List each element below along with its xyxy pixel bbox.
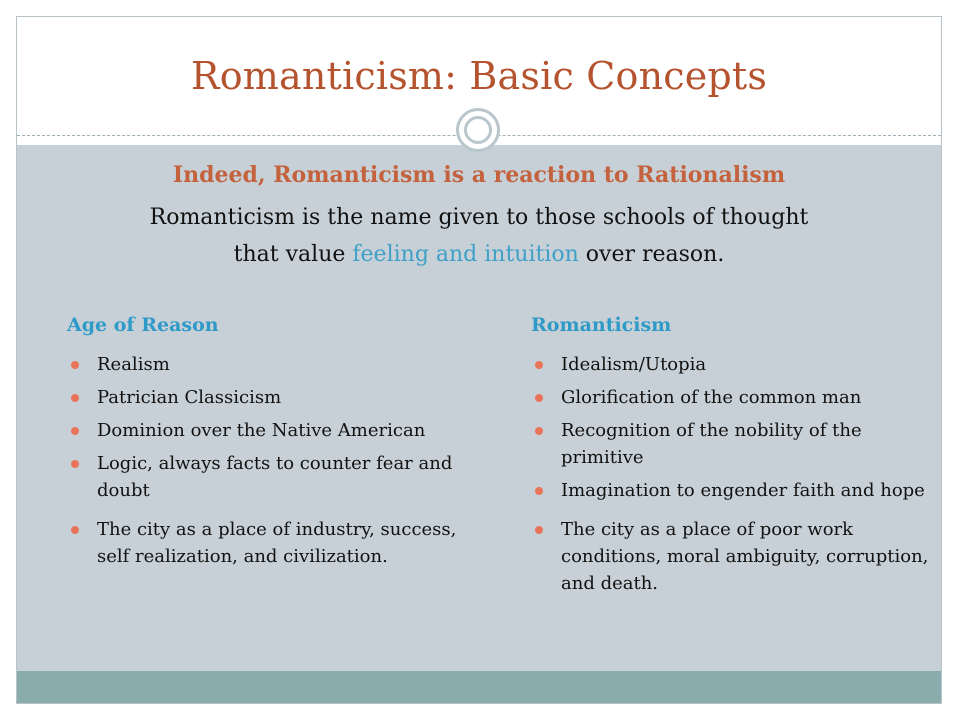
- round-bullet-icon: [535, 427, 543, 435]
- list-item: [531, 417, 931, 471]
- list-item-text: The city as a place of poor work conditions, moral ambiguity, corruption, and death.: [561, 519, 929, 594]
- intro-text: [17, 199, 941, 273]
- intro-highlight: feeling and intuition: [352, 242, 579, 267]
- list-item-text: Imagination to engender faith and hope: [561, 480, 925, 501]
- romanticism-heading: Romanticism: [531, 314, 672, 336]
- round-bullet-icon: [535, 526, 543, 534]
- list-item: [67, 384, 477, 411]
- round-bullet-icon: [71, 460, 79, 468]
- list-item: [67, 351, 477, 378]
- list-item-text: Logic, always facts to counter fear and doubt: [97, 453, 453, 501]
- double-circle-icon: [456, 108, 500, 152]
- round-bullet-icon: [71, 526, 79, 534]
- list-item-text: Patrician Classicism: [97, 387, 282, 408]
- round-bullet-icon: [71, 427, 79, 435]
- inner-circle-icon: [464, 116, 492, 144]
- list-item-text: Recognition of the nobility of the primitive: [561, 420, 862, 468]
- round-bullet-icon: [535, 394, 543, 402]
- intro-line-1: Romanticism is the name given to those schools of thought: [149, 205, 809, 230]
- list-item-text: Idealism/Utopia: [561, 354, 707, 375]
- list-item: [67, 516, 477, 570]
- list-item: [531, 477, 931, 504]
- round-bullet-icon: [535, 487, 543, 495]
- list-item-text: Glorification of the common man: [561, 387, 862, 408]
- romanticism-list: [531, 351, 931, 597]
- slide: [16, 16, 942, 704]
- footer-band: [17, 671, 941, 704]
- romanticism-column: [531, 313, 931, 603]
- list-item-text: The city as a place of industry, success, self realization, and civilization.: [97, 519, 457, 567]
- list-item-text: Dominion over the Native American: [97, 420, 426, 441]
- list-item-text: Realism: [97, 354, 170, 375]
- round-bullet-icon: [535, 361, 543, 369]
- slide-title: Romanticism: Basic Concepts: [190, 54, 768, 98]
- list-item: [531, 516, 931, 597]
- intro-line-2-after: over reason.: [578, 242, 725, 267]
- list-item: [67, 417, 477, 444]
- slide-subtitle: Indeed, Romanticism is a reaction to Rationalism: [172, 162, 786, 188]
- intro-line-2-before: that value: [233, 242, 353, 267]
- age-of-reason-list: [67, 351, 477, 570]
- list-item: [531, 384, 931, 411]
- intro-line-2: [17, 236, 941, 273]
- age-of-reason-column: [67, 313, 477, 576]
- list-item: [67, 450, 477, 504]
- list-item: [531, 351, 931, 378]
- age-of-reason-heading: Age of Reason: [67, 314, 219, 336]
- round-bullet-icon: [71, 394, 79, 402]
- round-bullet-icon: [71, 361, 79, 369]
